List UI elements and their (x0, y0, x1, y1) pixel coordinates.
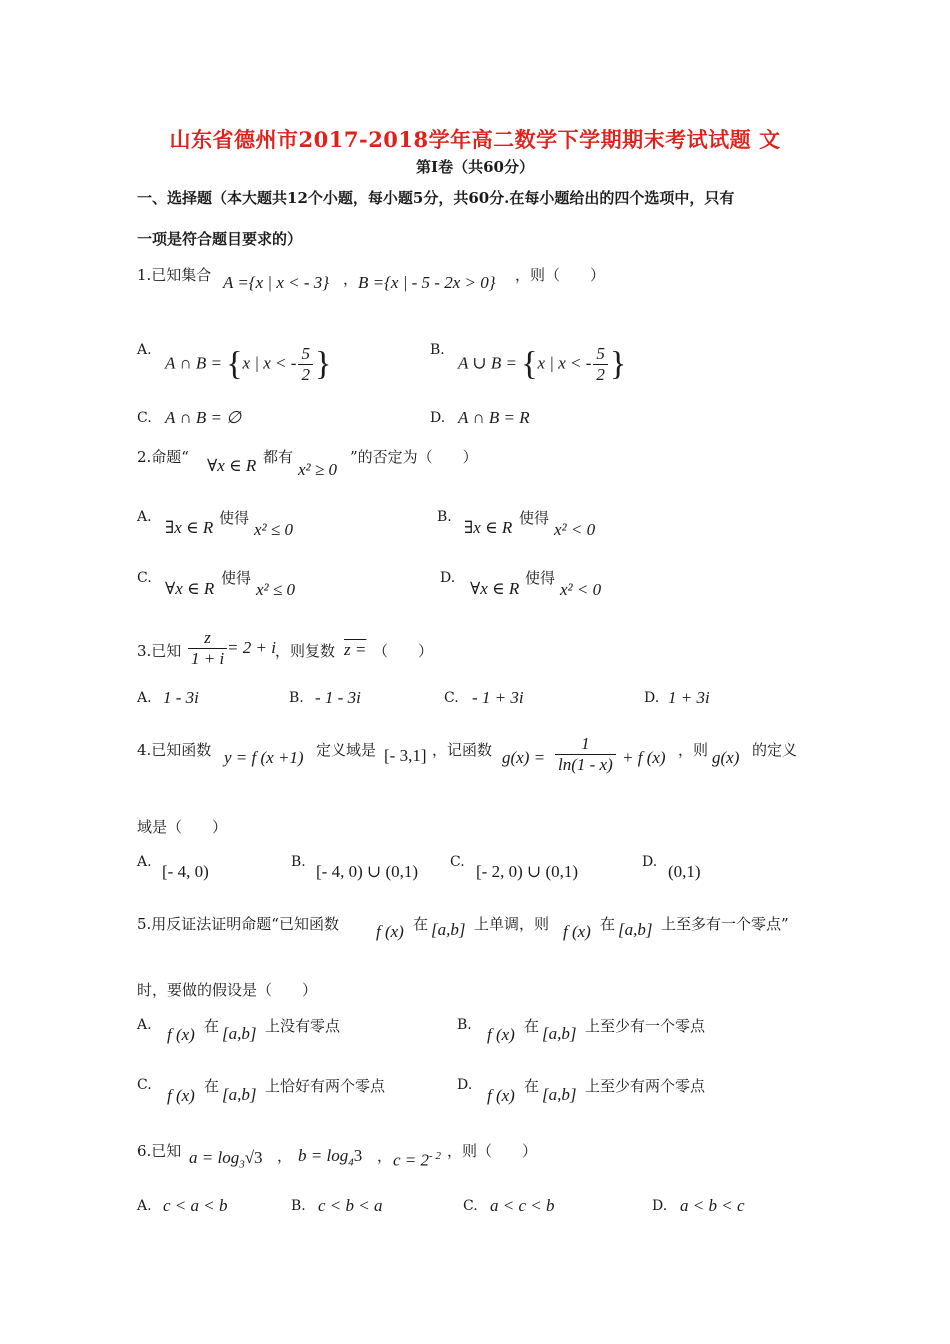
q2-option-c-label: C. (137, 570, 152, 586)
q2-option-d-label: D. (440, 570, 456, 586)
q6-b-text: b = log (298, 1146, 349, 1165)
q4-option-a: [- 4, 0) (162, 862, 209, 881)
q6-c-exp: - 2 (429, 1150, 441, 1162)
q2-option-c-expr: x² ≤ 0 (256, 580, 295, 599)
q2-option-b-expr: x² < 0 (554, 520, 596, 539)
q5-option-b-interval: [a,b] (542, 1024, 577, 1043)
q6-option-a-label: A. (137, 1198, 152, 1214)
q4-option-a-label: A. (137, 854, 152, 870)
q1-option-a-den: 2 (301, 365, 310, 384)
q4-mid: ，记函数 (432, 741, 493, 759)
q4-g-lhs: g(x) = (502, 748, 546, 767)
q3-option-c: - 1 + 3i (472, 688, 524, 707)
q6-a (189, 1148, 263, 1170)
q2-option-a-expr: x² ≤ 0 (254, 520, 293, 539)
q3-option-d: 1 + 3i (668, 688, 710, 707)
q3-mid: ，则复数 (275, 642, 336, 660)
q2-option-d-mid: 使得 (525, 569, 556, 587)
q5-option-b-f: f (x) (487, 1025, 515, 1044)
q4-den: ln(1 - x) (558, 755, 613, 774)
q2-forall: ∀x ∈ R (207, 456, 257, 475)
document-title: 山东省德州市2017-2018学年高二数学下学期期末考试试题 文 (169, 127, 781, 152)
q1-option-a-lbrace: { (226, 345, 243, 383)
q4-line2: 域是（ ） (137, 818, 228, 836)
q1-sep: ， (343, 270, 359, 288)
q4-g-rhs: + f (x) (622, 748, 666, 767)
q5-option-b-label: B. (457, 1017, 472, 1033)
q1-set-a: A ={x | x < - 3} (223, 273, 330, 292)
section-heading-line2: 一项是符合题目要求的） (137, 230, 303, 248)
q4-domain: [- 3,1] (384, 746, 427, 765)
q6-c (393, 1150, 441, 1171)
q2-option-d-quant: ∀x ∈ R (470, 579, 520, 598)
q1-option-a-rbrace: } (314, 345, 332, 383)
q1-stem-suffix: ，则（ ） (515, 266, 606, 284)
q4-then: ，则 (678, 741, 709, 759)
q3-stem-prefix: 3.已知 (137, 642, 182, 660)
q2-option-c-mid: 使得 (221, 569, 252, 587)
q5-p5: 上至多有一个零点” (661, 915, 789, 933)
q3-option-d-label: D. (644, 690, 660, 706)
q4-option-d-label: D. (642, 854, 658, 870)
q1-option-b-label: B. (430, 342, 445, 358)
q4-option-c-label: C. (450, 854, 465, 870)
q5-option-d-f: f (x) (487, 1086, 515, 1105)
q3-option-b-label: B. (289, 690, 304, 706)
q4-stem-prefix: 4.已知函数 (137, 741, 212, 759)
q6-option-c: a < c < b (490, 1196, 555, 1215)
q3-option-c-label: C. (444, 690, 459, 706)
q2-option-d-expr: x² < 0 (560, 580, 602, 599)
q1-option-b-lhs: A ∪ B = (458, 353, 517, 373)
q5-option-a-text: 上没有零点 (265, 1017, 341, 1035)
q6-option-d-label: D. (652, 1198, 668, 1214)
q2-option-a-quant: ∃x ∈ R (165, 518, 214, 537)
q4-option-c: [- 2, 0) ∪ (0,1) (476, 862, 579, 881)
q6-stem-suffix: ，则（ ） (447, 1142, 538, 1160)
q3-num: z (188, 628, 227, 649)
section-heading-line1: 一、选择题（本大题共12个小题，每小题5分，共60分.在每小题给出的四个选项中，只有 (137, 189, 735, 207)
q1-option-a (165, 344, 331, 385)
q5-option-a-label: A. (137, 1017, 152, 1033)
q1-option-b-den: 2 (596, 365, 605, 384)
q5-option-a-interval: [a,b] (222, 1024, 257, 1043)
q4-tail: 的定义 (752, 741, 798, 759)
q6-a-arg: √3 (244, 1148, 263, 1167)
q5-option-c-f: f (x) (167, 1086, 195, 1105)
q1-option-d: A ∩ B = R (458, 408, 530, 427)
q1-option-b-fraction (593, 344, 608, 385)
q1-option-a-fraction (298, 344, 313, 385)
q5-option-a-in: 在 (204, 1017, 220, 1035)
q5-line2: 时，要做的假设是（ ） (137, 981, 318, 999)
q1-option-c-label: C. (137, 410, 152, 426)
q5-option-d-in: 在 (524, 1077, 540, 1095)
q1-stem-prefix: 1.已知集合 (137, 266, 212, 284)
q3-frac (188, 628, 227, 669)
q6-option-a: c < a < b (163, 1196, 228, 1215)
q6-c-text: c = 2 (393, 1150, 430, 1170)
q2-expr: x² ≥ 0 (298, 460, 337, 479)
q4-gx: g(x) (712, 748, 740, 767)
q5-option-d-label: D. (457, 1077, 473, 1093)
q1-option-b-num: 5 (593, 344, 608, 365)
q5-p2: 在 (413, 915, 429, 933)
q2-option-c-quant: ∀x ∈ R (165, 579, 215, 598)
q2-option-b-quant: ∃x ∈ R (464, 518, 513, 537)
q5-option-b-in: 在 (524, 1017, 540, 1035)
q2-mid: 都有 (263, 448, 294, 466)
q6-stem-prefix: 6.已知 (137, 1142, 182, 1160)
q1-option-a-set: x | x < - (242, 353, 297, 373)
q3-zbar: z = (344, 640, 367, 659)
q4-option-b-label: B. (291, 854, 306, 870)
q1-option-b (458, 344, 626, 385)
q6-b-base: 4 (348, 1156, 354, 1169)
part-subtitle: 第Ⅰ卷（共60分） (416, 158, 534, 176)
q5-p1: 5.用反证法证明命题“已知函数 (137, 915, 339, 933)
q2-option-a-label: A. (137, 509, 152, 525)
q5-p4: 在 (600, 915, 616, 933)
q5-option-a-f: f (x) (167, 1025, 195, 1044)
q6-b (298, 1146, 362, 1168)
q1-option-b-lbrace: { (521, 345, 538, 383)
q3-fraction (186, 628, 229, 669)
q4-frac (555, 734, 616, 775)
q3-rhs: = 2 + i (227, 638, 276, 657)
q5-option-d-interval: [a,b] (542, 1085, 577, 1104)
q3-stem-suffix: （ ） (373, 642, 434, 660)
q5-option-c-label: C. (137, 1077, 152, 1093)
q1-set-b: B ={x | - 5 - 2x > 0} (358, 273, 496, 292)
q4-func: y = f (x +1) (224, 748, 304, 767)
q2-stem-prefix: 2.命题“ (137, 448, 189, 466)
q6-a-text: a = log (189, 1148, 240, 1167)
q5-option-d-text: 上至少有两个零点 (585, 1077, 706, 1095)
q1-option-d-label: D. (430, 410, 446, 426)
q6-sep1: ， (277, 1147, 293, 1165)
q5-option-c-interval: [a,b] (222, 1085, 257, 1104)
q5-f1: f (x) (376, 922, 404, 941)
q2-option-a-mid: 使得 (219, 509, 250, 527)
q6-sep2: ， (377, 1147, 393, 1165)
q4-option-d: (0,1) (668, 862, 701, 881)
q6-option-d: a < b < c (680, 1196, 745, 1215)
q3-option-a: 1 - 3i (163, 688, 199, 707)
q4-num: 1 (555, 734, 616, 755)
q1-option-c: A ∩ B = ∅ (165, 408, 242, 427)
q4-domain-text: 定义域是 (316, 741, 377, 759)
q6-option-b-label: B. (291, 1198, 306, 1214)
q6-option-b: c < b < a (318, 1196, 383, 1215)
q4-option-b: [- 4, 0) ∪ (0,1) (316, 862, 419, 881)
q6-b-arg: 3 (353, 1146, 363, 1165)
q5-option-c-text: 上恰好有两个零点 (265, 1077, 386, 1095)
q3-option-a-label: A. (137, 690, 152, 706)
q5-i1: [a,b] (431, 920, 466, 939)
q5-p3: 上单调，则 (474, 915, 550, 933)
q5-option-c-in: 在 (204, 1077, 220, 1095)
q3-option-b: - 1 - 3i (315, 688, 361, 707)
q5-option-b-text: 上至少有一个零点 (585, 1017, 706, 1035)
q6-a-base: 3 (239, 1158, 245, 1171)
q1-option-b-set: x | x < - (537, 353, 592, 373)
q2-option-b-label: B. (437, 509, 452, 525)
q4-fraction (553, 734, 618, 775)
q2-stem-suffix: ”的否定为（ ） (350, 448, 478, 466)
q1-option-a-num: 5 (298, 344, 313, 365)
q1-option-a-lhs: A ∩ B = (165, 353, 222, 373)
q1-option-b-rbrace: } (609, 345, 627, 383)
q5-f2: f (x) (563, 922, 591, 941)
q6-option-c-label: C. (463, 1198, 478, 1214)
q3-den: 1 + i (191, 649, 225, 668)
q5-i2: [a,b] (618, 920, 653, 939)
q2-option-b-mid: 使得 (519, 509, 550, 527)
q1-option-a-label: A. (137, 342, 152, 358)
